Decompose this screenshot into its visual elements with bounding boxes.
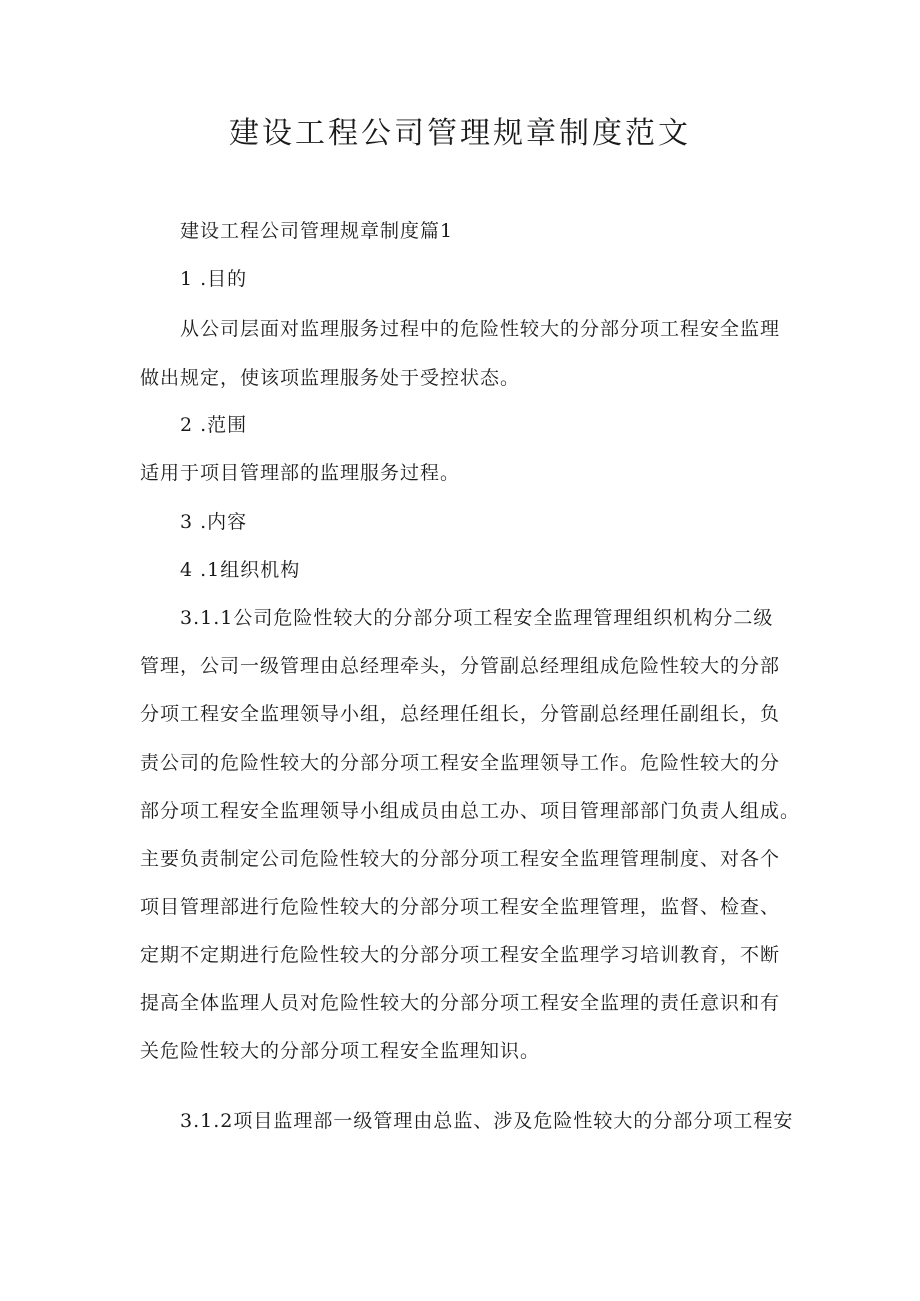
paragraph-line: 3.1.2项目监理部一级管理由总监、涉及危险性较大的分部分项工程安 [180,1110,794,1132]
paragraph-line: 项目管理部进行危险性较大的分部分项工程安全监理管理，监督、检查、 [140,896,781,918]
document-title: 建设工程公司管理规章制度范文 [229,116,691,151]
paragraph-line: 责公司的危险性较大的分部分项工程安全监理领导工作。危险性较大的分 [140,752,781,774]
paragraph-line: 分项工程安全监理领导小组，总经理任组长，分管副总经理任副组长，负 [140,703,781,725]
paragraph-line: 主要负责制定公司危险性较大的分部分项工程安全监理管理制度、对各个 [140,848,781,870]
subsection-heading-organization: 4 .1组织机构 [180,559,301,581]
subsection-heading-content: 3 .内容 [180,511,248,533]
section-heading: 建设工程公司管理规章制度篇1 [180,220,454,242]
paragraph-line: 管理，公司一级管理由总经理牵头，分管副总经理组成危险性较大的分部 [140,655,781,677]
paragraph-line: 定期不定期进行危险性较大的分部分项工程安全监理学习培训教育，不断 [140,944,781,966]
paragraph-line: 适用于项目管理部的监理服务过程。 [140,462,461,484]
paragraph-line: 提高全体监理人员对危险性较大的分部分项工程安全监理的责任意识和有 [140,992,781,1014]
paragraph-line: 3.1.1公司危险性较大的分部分项工程安全监理管理组织机构分二级 [180,607,774,629]
subsection-heading-scope: 2 .范围 [180,414,248,436]
paragraph-line: 部分项工程安全监理领导小组成员由总工办、项目管理部部门负责人组成。 [140,800,801,822]
subsection-heading-purpose: 1 .目的 [180,268,248,290]
paragraph-line: 从公司层面对监理服务过程中的危险性较大的分部分项工程安全监理 [180,318,781,340]
paragraph-line: 做出规定，使该项监理服务处于受控状态。 [140,367,521,389]
paragraph-line: 关危险性较大的分部分项工程安全监理知识。 [140,1040,541,1062]
